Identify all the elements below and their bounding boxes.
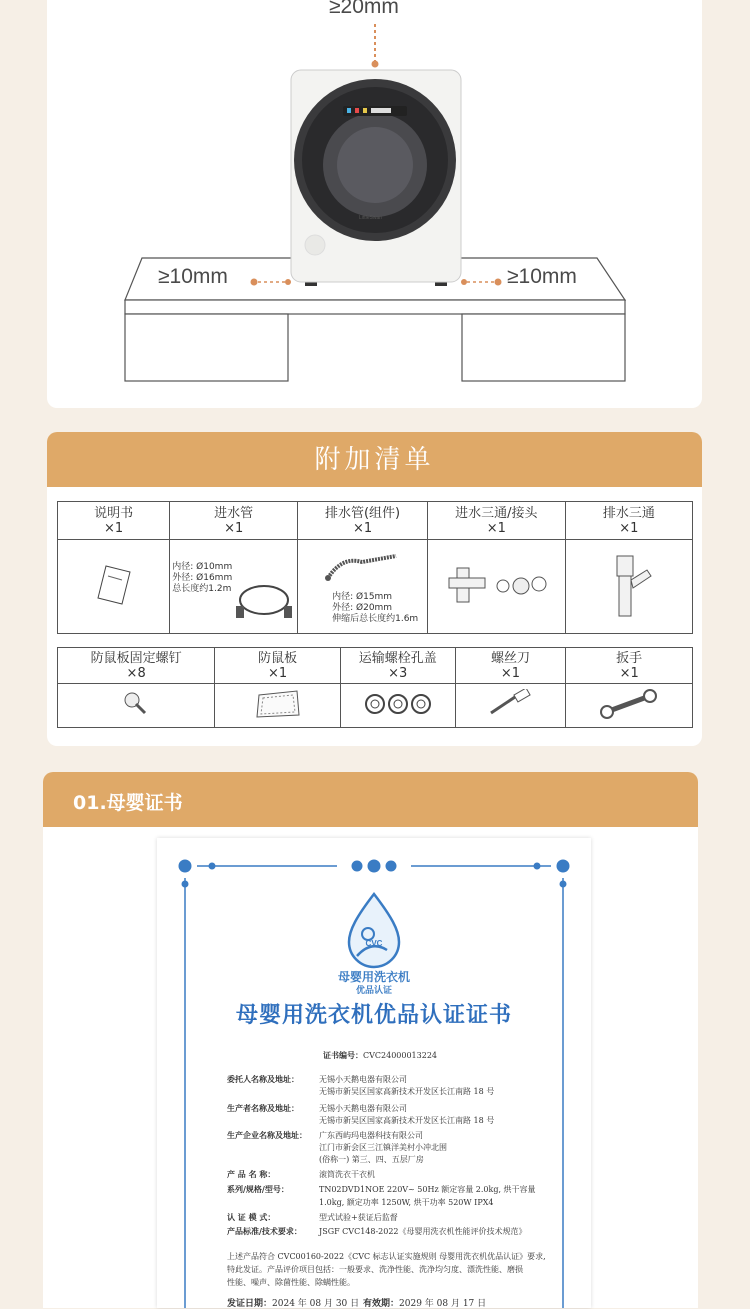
brand-mark: LittleSwan <box>359 215 383 221</box>
logo-caption: 母婴用洗衣机 <box>337 970 410 984</box>
accessory-header: 防鼠板 ×1 <box>215 648 341 684</box>
drain-tee-icon <box>599 550 659 620</box>
accessories-card <box>47 432 702 746</box>
mouse-guard-cell <box>215 684 341 728</box>
accessories-table-row1 <box>57 501 693 634</box>
washer-diagram <box>47 0 702 408</box>
accessory-header: 防鼠板固定螺钉 ×8 <box>58 648 215 684</box>
inlet-hose-cell <box>170 540 298 634</box>
cert-row-mode: 认 证 模 式： 型式试验+获证后监督 <box>227 1212 398 1222</box>
certificate-number: 证书编号：CVC24000013224 <box>323 1050 438 1060</box>
section-title: 01.母婴证书 <box>73 792 183 814</box>
manual-icon <box>94 562 134 608</box>
valid-date: 有效期：2029 年 08 月 17 日 <box>363 1299 487 1309</box>
clearance-card <box>47 0 702 408</box>
cert-row-client: 委托人名称及地址： 无锡小天鹅电器有限公司 无锡市新吴区国家高新技术开发区长江南路 18 号 <box>227 1074 495 1096</box>
manual-image-cell <box>58 540 170 634</box>
cert-row-standard: 产品标准/技术要求： JSGF CVC148-2022《母婴用洗衣机性能评价技术规范》 <box>227 1226 527 1236</box>
wrench-icon <box>597 689 661 719</box>
inlet-tee-icon <box>441 560 551 610</box>
screw-cell <box>58 684 215 728</box>
certificate-title: 母婴用洗衣机优品认证证书 <box>235 1002 512 1028</box>
accessories-banner <box>47 432 702 487</box>
screwdriver-icon <box>485 689 535 719</box>
accessory-header: 扳手 ×1 <box>566 648 693 684</box>
left-clearance-label: ≥10mm <box>158 265 228 288</box>
logo-subcaption: 优品认证 <box>355 986 392 996</box>
bolt-cap-icon <box>363 692 433 716</box>
screw-icon <box>123 691 149 717</box>
bolt-cap-cell <box>340 684 455 728</box>
accessories-title: 附加清单 <box>314 445 435 475</box>
inlet-hose-notes: 内径: Ø10mm 外径: Ø16mm 总长度约1.2m <box>172 562 233 594</box>
cert-row-model: 系列/规格/型号： TN02DVD1NOE 220V~ 50Hz 额定容量 2.0kg, 烘干容量 1.0kg, 额定功率 1250W, 烘干功率 520W IPX4 <box>227 1184 536 1207</box>
cert-row-factory: 生产企业名称及地址： 广东西屿玛电器科技有限公司 江门市新会区三江镇洋美村小冲北围 (俗称一) 第三、四、五层厂房 <box>227 1130 447 1164</box>
accessory-header: 进水三通/接头 ×1 <box>427 502 565 540</box>
inlet-tee-cell <box>427 540 565 634</box>
top-clearance-label: ≥20mm <box>329 0 399 18</box>
mouse-guard-icon <box>253 687 303 721</box>
wrench-cell <box>566 684 693 728</box>
inlet-hose-icon <box>234 576 294 626</box>
accessories-table-row2 <box>57 647 693 728</box>
drain-tee-cell <box>565 540 692 634</box>
drain-hose-notes: 内径: Ø15mm 外径: Ø20mm 伸缩后总长度约1.6m <box>332 592 419 624</box>
accessory-header: 进水管 ×1 <box>170 502 298 540</box>
certificate-statement: 上述产品符合 CVC00160-2022《CVC 标志认证实施规则 母婴用洗衣机优品认证》要求, 特此发证。产品评价项目包括：一般要求、洗净性能、洗净均匀度、漂洗性能、磨损 性能、噪声、除菌性能、除螨性能。 <box>227 1252 546 1287</box>
accessory-header: 排水管(组件) ×1 <box>298 502 428 540</box>
screwdriver-cell <box>455 684 566 728</box>
certificate-card <box>43 772 698 1308</box>
drain-hose-cell <box>298 540 428 634</box>
drain-hose-icon <box>322 550 402 590</box>
cvc-logo-text: CVC <box>365 939 383 948</box>
accessory-header: 运输螺栓孔盖 ×3 <box>340 648 455 684</box>
certificate-document <box>157 838 591 1308</box>
cert-row-product: 产 品 名 称： 滚筒洗衣干衣机 <box>227 1169 375 1179</box>
cert-row-producer: 生产者名称及地址： 无锡小天鹅电器有限公司 无锡市新吴区国家高新技术开发区长江南路 18 号 <box>227 1103 495 1125</box>
accessory-header: 说明书 ×1 <box>58 502 170 540</box>
right-clearance-label: ≥10mm <box>507 265 577 288</box>
accessory-header: 排水三通 ×1 <box>565 502 692 540</box>
section-banner <box>43 772 698 827</box>
accessory-header: 螺丝刀 ×1 <box>455 648 566 684</box>
issue-date: 发证日期：2024 年 08 月 30 日 <box>227 1299 360 1309</box>
